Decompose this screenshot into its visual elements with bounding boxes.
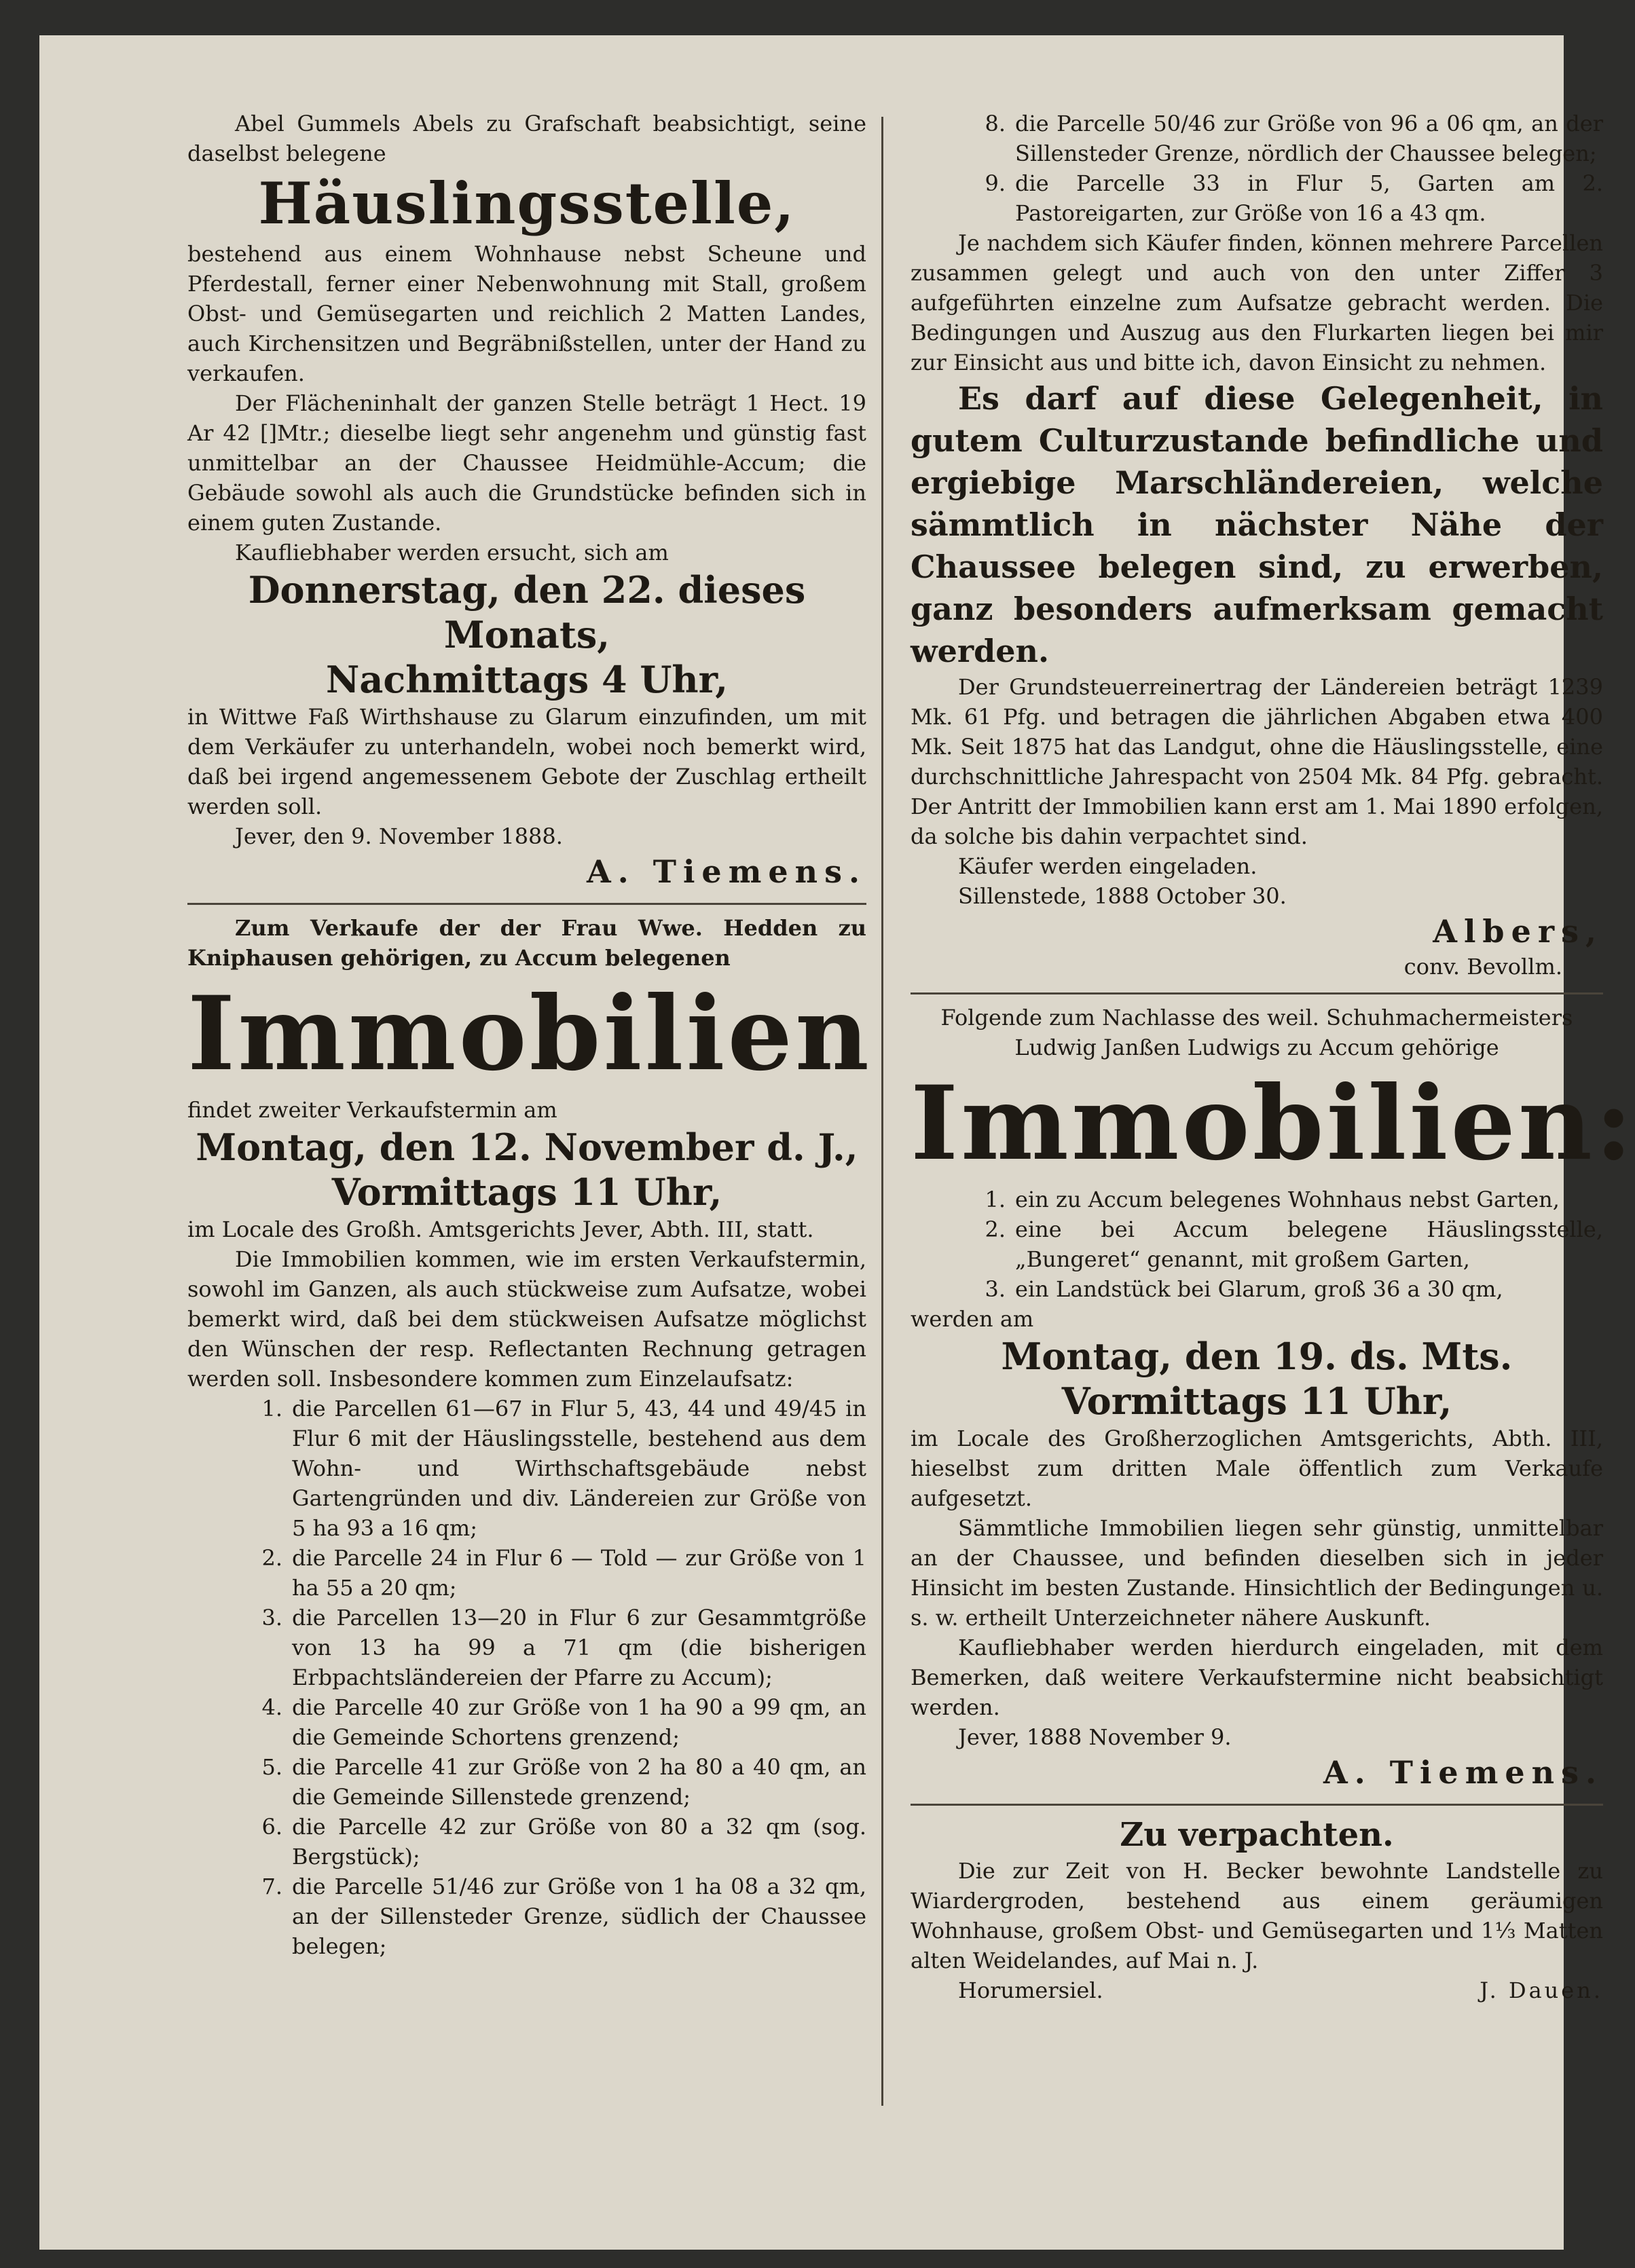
- ad-werden: werden am: [911, 1306, 1034, 1332]
- column-divider: [881, 117, 883, 2106]
- ad-time: Vormittags 11 Uhr,: [1061, 1379, 1452, 1423]
- ad-intro: Abel Gummels Abels zu Grafschaft beabsichtigt, seine daselbst belegene: [187, 111, 866, 166]
- ad-date: Montag, den 19. ds. Mts.: [1001, 1335, 1513, 1378]
- ad-time: Vormittags 11 Uhr,: [331, 1170, 722, 1214]
- list-item: 2. die Parcelle 24 in Flur 6 — Told — zur Größe von 1 ha 55 a 20 qm;: [261, 1545, 866, 1601]
- ad-term: findet zweiter Verkaufstermin am: [187, 1097, 557, 1123]
- ad-invite: Kaufliebhaber werden ersucht, sich am: [235, 540, 669, 565]
- parcel-list: [911, 109, 1603, 228]
- ad-immobilien-janssen: [911, 1003, 1635, 1793]
- ad-separator: [187, 903, 866, 905]
- ad-place: Horumersiel.: [958, 1977, 1103, 2003]
- ad-dateline: Jever, 1888 November 9.: [958, 1724, 1232, 1750]
- ad-text: Die Immobilien kommen, wie im ersten Verkaufstermin, sowohl im Ganzen, als auch stückweise zum Aufsatze, wobei bemerkt wird, daß bei dem stückweisen Aufsatze möglichst den Wünschen der resp. Reflectanten Rechnung getragen werden soll. Insbesondere kommen zum Einzelaufsatz:: [187, 1246, 866, 1392]
- newspaper-page: [39, 35, 1635, 2250]
- ad-intro: Folgende zum Nachlasse des weil. Schuhmachermeisters Ludwig Janßen Ludwigs zu Accum gehörige: [940, 1005, 1573, 1060]
- list-item: 8. die Parcelle 50/46 zur Größe von 96 a 06 qm, an der Sillensteder Grenze, nördlich der Chaussee belegen;: [985, 111, 1603, 166]
- ad-text: Die zur Zeit von H. Becker bewohnte Landstelle zu Wiardergroden, bestehend aus einem geräumigen Wohnhause, großem Obst- und Gemüsegarten und 1⅓ Matten alten Weidelandes, auf Mai n. J.: [911, 1858, 1603, 1973]
- ad-signature: Albers,: [1433, 913, 1603, 950]
- ad-signature: A. Tiemens.: [587, 853, 866, 890]
- ad-intro: Zum Verkaufe der der Frau Wwe. Hedden zu Kniphausen gehörigen, zu Accum belegenen: [187, 915, 866, 971]
- ad-separator: [911, 1804, 1603, 1806]
- ad-signature-title: conv. Bevollm.: [1403, 954, 1562, 980]
- ad-signature: A. Tiemens.: [1323, 1754, 1603, 1791]
- ad-text: Sämmtliche Immobilien liegen sehr günstig, unmittelbar an der Chaussee, und befinden dieselben sich in jeder Hinsicht im besten Zustande. Hinsichtlich der Bedingungen u. s. w. ertheilt Unterzeichneter nähere Auskunft.: [911, 1515, 1603, 1631]
- right-column: [911, 109, 1635, 2005]
- ad-headline: Zu verpachten.: [1120, 1816, 1394, 1854]
- ad-area: Der Flächeninhalt der ganzen Stelle beträgt 1 Hect. 19 Ar 42 []Mtr.; dieselbe liegt sehr angenehm und günstig fast unmittelbar an der Chaussee Heidmühle-Accum; die Gebäude sowohl als auch die Grundstücke befinden sich in einem guten Zustande.: [187, 390, 866, 536]
- ad-emphasis: Es darf auf diese Gelegenheit, in gutem Culturzustande befindliche und ergiebige Marschländereien, welche sämmtlich in nächster Nähe der Chaussee belegen sind, zu erwerben, ganz besonders aufmerksam gemacht werden.: [911, 380, 1603, 669]
- list-item: 9. die Parcelle 33 in Flur 5, Garten am 2. Pastoreigarten, zur Größe von 16 a 43 qm.: [985, 170, 1603, 226]
- parcel-list: [187, 1394, 866, 1961]
- ad-dateline: Sillenstede, 1888 October 30.: [958, 883, 1287, 909]
- list-item: 7. die Parcelle 51/46 zur Größe von 1 ha 08 a 32 qm, an der Sillensteder Grenze, südlich der Chaussee belegen;: [261, 1874, 866, 1959]
- ad-haeuslingsstelle: [187, 109, 866, 892]
- ad-time: Nachmittags 4 Uhr,: [325, 658, 729, 701]
- ad-buyers: Käufer werden eingeladen.: [958, 853, 1257, 879]
- ad-invite: Kaufliebhaber werden hierdurch eingeladen, mit dem Bemerken, daß weitere Verkaufstermine nicht beabsichtigt werden.: [911, 1635, 1603, 1720]
- ad-description: bestehend aus einem Wohnhause nebst Scheune und Pferdestall, ferner einer Nebenwohnung mit Stall, großem Obst- und Gemüsegarten und reichlich 2 Matten Landes, auch Kirchensitzen und Begräbnißstellen, unter der Hand zu verkaufen.: [187, 241, 866, 386]
- list-item: 4. die Parcelle 40 zur Größe von 1 ha 90 a 99 qm, an die Gemeinde Schortens grenzend;: [261, 1694, 866, 1750]
- property-list: [911, 1185, 1603, 1304]
- list-item: 3. die Parcellen 13—20 in Flur 6 zur Gesammtgröße von 13 ha 99 a 71 qm (die bisherigen Erbpachtsländereien der Pfarre zu Accum);: [261, 1605, 866, 1690]
- list-item: 1. ein zu Accum belegenes Wohnhaus nebst Garten,: [985, 1187, 1560, 1212]
- ad-place: in Wittwe Faß Wirthshause zu Glarum einzufinden, um mit dem Verkäufer zu unterhandeln, wobei noch bemerkt wird, daß bei irgend angemessenem Gebote der Zuschlag ertheilt werden soll.: [187, 704, 866, 819]
- list-item: 6. die Parcelle 42 zur Größe von 80 a 32 qm (sog. Bergstück);: [261, 1814, 866, 1870]
- list-item: 5. die Parcelle 41 zur Größe von 2 ha 80 a 40 qm, an die Gemeinde Sillenstede grenzend;: [261, 1754, 866, 1810]
- ad-place: im Locale des Großh. Amtsgerichts Jever, Abth. III, statt.: [187, 1216, 814, 1242]
- list-item: 3. ein Landstück bei Glarum, groß 36 a 30 qm,: [985, 1276, 1503, 1302]
- list-item: 1. die Parcellen 61—67 in Flur 5, 43, 44 und 49/45 in Flur 6 mit der Häuslingsstelle, bestehend aus dem Wohn- und Wirthschaftsgebäude nebst Gartengründen und div. Ländereien zur Größe von 5 ha 93 a 16 qm;: [261, 1396, 866, 1541]
- ad-headline: Häuslingsstelle,: [258, 170, 796, 237]
- ad-signature: J. Dauen.: [1480, 1977, 1603, 2003]
- ad-date: Montag, den 12. November d. J.,: [196, 1126, 858, 1169]
- ad-zu-verpachten: [911, 1814, 1603, 2005]
- ad-separator: [911, 992, 1603, 994]
- ad-headline: Immobilien: [187, 974, 872, 1094]
- list-item: 2. eine bei Accum belegene Häuslingsstelle, „Bungeret“ genannt, mit großem Garten,: [985, 1216, 1603, 1272]
- ad-headline: Immobilien:: [911, 1064, 1635, 1183]
- left-column: [187, 109, 872, 1961]
- ad-footer: [911, 1975, 1603, 2005]
- ad-place: im Locale des Großherzoglichen Amtsgerichts, Abth. III, hieselbst zum dritten Male öffentlich zum Verkaufe aufgesetzt.: [911, 1426, 1603, 1511]
- ad-immobilien-hedden: [187, 913, 872, 1961]
- ad-immobilien-hedden-continued: [911, 109, 1603, 982]
- ad-dateline: Jever, den 9. November 1888.: [235, 823, 563, 849]
- ad-tax: Der Grundsteuerreinertrag der Ländereien beträgt 1239 Mk. 61 Pfg. und betragen die jährlichen Abgaben etwa 400 Mk. Seit 1875 hat das Landgut, ohne die Häuslingsstelle, eine durchschnittliche Jahrespacht von 2504 Mk. 84 Pfg. gebracht. Der Antritt der Immobilien kann erst am 1. Mai 1890 erfolgen, da solche bis dahin verpachtet sind.: [911, 674, 1603, 849]
- ad-date: Donnerstag, den 22. dieses Monats,: [248, 568, 806, 656]
- ad-text: Je nachdem sich Käufer finden, können mehrere Parcellen zusammen gelegt und auch von den unter Ziffer 3 aufgeführten einzelne zum Aufsatze gebracht werden. Die Bedingungen und Auszug aus den Flurkarten liegen bei mir zur Einsicht aus und bitte ich, davon Einsicht zu nehmen.: [911, 230, 1603, 375]
